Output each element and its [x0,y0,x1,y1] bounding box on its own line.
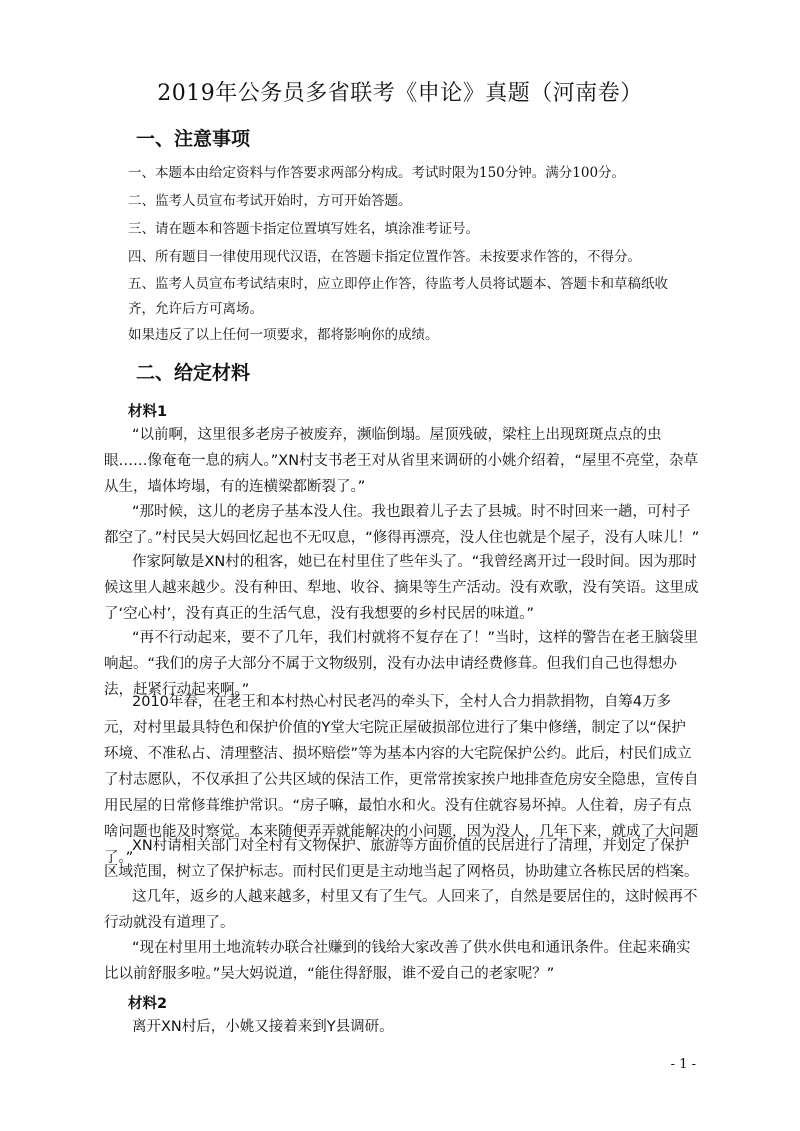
notice-item-1: 一、本题本由给定资料与作答要求两部分构成。考试时限为150分钟。满分100分。 [128,165,626,181]
material-1-paragraph-3: 作家阿敏是XN村的租客，她已在村里住了些年头了。“我曾经离开过一段时间。因为那时候这里人越来越少。没有种田、犁地、收谷、摘果等生产活动。没有欢歌，没有笑语。这里成了‘空心村’，没有真正的生活气息，没有我想要的乡村民居的味道。” [104,554,699,622]
page-number: - 1 - [670,1057,696,1072]
notice-item-2: 二、监考人员宣布考试开始时，方可开始答题。 [128,193,412,209]
notice-item-3: 三、请在题本和答题卡指定位置填写姓名，填涂准考证号。 [128,221,479,237]
section-heading-notice: 一、注意事项 [136,128,251,150]
material-2-paragraph-1: 离开XN村后，小姚又接着来到Y县调研。 [132,1019,394,1035]
material-1-paragraph-6: XN村请相关部门对全村有文物保护、旅游等方面价值的民居进行了清理，并划定了保护区域范围，树立了保护标志。而村民们更是主动地当起了网格员，协助建立各栋民居的档案。 [104,838,699,880]
material-1-paragraph-7: 这几年，返乡的人越来越多，村里又有了生气。人回来了，自然是要居住的，这时候再不行动就没有道理了。 [104,889,698,931]
material-2-label: 材料2 [128,996,168,1012]
material-1-paragraph-5: 2010年春，在老王和本村热心村民老冯的牵头下，全村人合力捐款捐物，自筹4万多元，对村里最具特色和保护价值的Y堂大宅院正屋破损部位进行了集中修缮，制定了以“保护环境、不准私占、清理整洁、损坏赔偿”等为基本内容的大宅院保护公约。此后，村民们成立了村志愿队，不仅承担了公共区域的保洁工作，更常常挨家挨户地排查危房安全隐患，宣传自用民屋的日常修葺维护常识。“房子嘛，最怕水和火。没有住就容易坏掉。人住着，房子有点啥问题也能及时察觉。本来随便弄弄就能解决的小问题，因为没人，几年下来，就成了大问题了。” [104,694,699,866]
material-1-paragraph-8: “现在村里用土地流转办联合社赚到的钱给大家改善了供水供电和通讯条件。住起来确实比以前舒服多啦。”吴大妈说道，“能住得舒服，谁不爱自己的老家呢？” [104,940,691,982]
notice-item-5: 五、监考人员宣布考试结束时，应立即停止作答，待监考人员将试题本、答题卡和草稿纸收齐，允许后方可离场。 [128,276,668,317]
material-1-paragraph-1: “以前啊，这里很多老房子被废弃，濒临倒塌。屋顶残破，梁柱上出现斑斑点点的虫眼……像奄奄一息的病人。”XN村支书老王对从省里来调研的小姚介绍着，“屋里不亮堂，杂草从生，墙体垮塌，有的连横梁都断裂了。” [104,427,699,495]
document-title: 2019年公务员多省联考《申论》真题（河南卷） [157,81,643,106]
notice-warning: 如果违反了以上任何一项要求，都将影响你的成绩。 [128,327,439,343]
material-1-paragraph-4: “再不行动起来，要不了几年，我们村就将不复存在了！”当时，这样的警告在老王脑袋里响起。“我们的房子大部分不属于文物级别，没有办法申请经费修葺。但我们自己也得想办法，赶紧行动起来啊。” [104,630,699,698]
material-1-paragraph-2: “那时候，这儿的老房子基本没人住。我也跟着儿子去了县城。时不时回来一趟，可村子都空了。”村民吴大妈回忆起也不无叹息，“修得再漂亮，没人住也就是个屋子，没有人味儿！” [104,504,700,546]
material-1-label: 材料1 [128,404,168,420]
section-heading-materials: 二、给定材料 [136,362,251,384]
notice-item-4: 四、所有题目一律使用现代汉语，在答题卡指定位置作答。未按要求作答的，不得分。 [128,249,641,265]
